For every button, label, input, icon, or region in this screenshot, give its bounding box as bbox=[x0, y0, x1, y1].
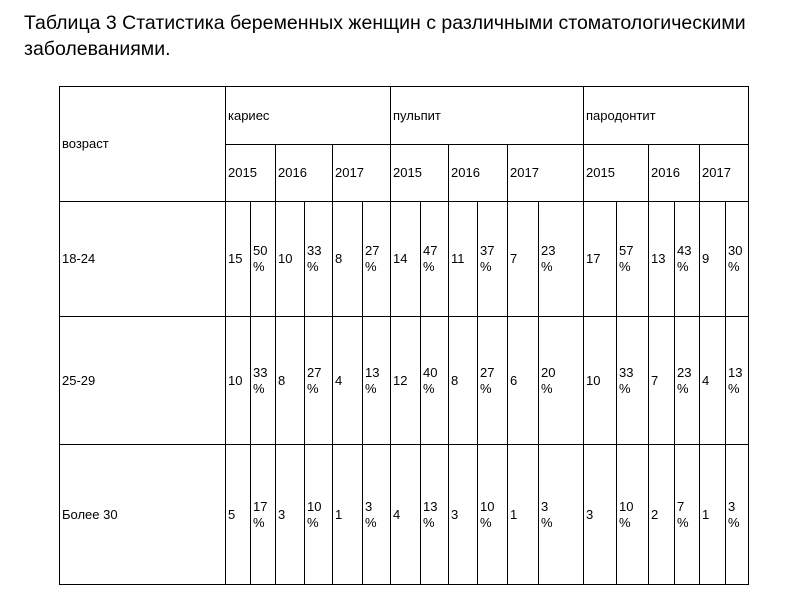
year-header: 2015 bbox=[391, 145, 449, 202]
percent-cell: 40 % bbox=[421, 317, 449, 445]
count-cell: 7 bbox=[508, 202, 539, 317]
percent-cell: 50 % bbox=[251, 202, 276, 317]
table-caption: Таблица 3 Статистика беременных женщин с различными стоматологическими заболеваниями. bbox=[24, 12, 746, 60]
year-header: 2017 bbox=[333, 145, 391, 202]
percent-cell: 17 % bbox=[251, 445, 276, 585]
statistics-table bbox=[59, 86, 749, 585]
count-cell: 2 bbox=[649, 445, 675, 585]
percent-cell: 47 % bbox=[421, 202, 449, 317]
year-header: 2017 bbox=[508, 145, 584, 202]
count-cell: 7 bbox=[649, 317, 675, 445]
age-cell: 18-24 bbox=[60, 202, 226, 317]
count-cell: 5 bbox=[226, 445, 251, 585]
percent-cell: 20 % bbox=[539, 317, 584, 445]
percent-cell: 27 % bbox=[363, 202, 391, 317]
percent-cell: 3 % bbox=[363, 445, 391, 585]
group-header-periodontitis: пародонтит bbox=[584, 87, 749, 145]
count-cell: 8 bbox=[276, 317, 305, 445]
year-header: 2016 bbox=[449, 145, 508, 202]
count-cell: 3 bbox=[276, 445, 305, 585]
percent-cell: 3 % bbox=[726, 445, 749, 585]
percent-cell: 13 % bbox=[421, 445, 449, 585]
count-cell: 13 bbox=[649, 202, 675, 317]
count-cell: 10 bbox=[276, 202, 305, 317]
age-header: возраст bbox=[60, 87, 226, 202]
age-cell: Более 30 bbox=[60, 445, 226, 585]
count-cell: 1 bbox=[333, 445, 363, 585]
percent-cell: 37 % bbox=[478, 202, 508, 317]
percent-cell: 10 % bbox=[617, 445, 649, 585]
percent-cell: 30 % bbox=[726, 202, 749, 317]
year-header: 2017 bbox=[700, 145, 749, 202]
percent-cell: 43 % bbox=[675, 202, 700, 317]
count-cell: 17 bbox=[584, 202, 617, 317]
count-cell: 1 bbox=[508, 445, 539, 585]
table-row bbox=[60, 202, 749, 317]
percent-cell: 33 % bbox=[251, 317, 276, 445]
percent-cell: 10 % bbox=[478, 445, 508, 585]
count-cell: 10 bbox=[226, 317, 251, 445]
percent-cell: 13 % bbox=[363, 317, 391, 445]
count-cell: 15 bbox=[226, 202, 251, 317]
count-cell: 10 bbox=[584, 317, 617, 445]
percent-cell: 57 % bbox=[617, 202, 649, 317]
year-header: 2016 bbox=[649, 145, 700, 202]
percent-cell: 23 % bbox=[675, 317, 700, 445]
percent-cell: 27 % bbox=[305, 317, 333, 445]
count-cell: 8 bbox=[333, 202, 363, 317]
percent-cell: 33 % bbox=[617, 317, 649, 445]
group-header-pulpitis: пульпит bbox=[391, 87, 584, 145]
year-header: 2015 bbox=[584, 145, 649, 202]
percent-cell: 3 % bbox=[539, 445, 584, 585]
count-cell: 1 bbox=[700, 445, 726, 585]
count-cell: 11 bbox=[449, 202, 478, 317]
percent-cell: 13 % bbox=[726, 317, 749, 445]
count-cell: 14 bbox=[391, 202, 421, 317]
count-cell: 8 bbox=[449, 317, 478, 445]
age-cell: 25-29 bbox=[60, 317, 226, 445]
year-header: 2016 bbox=[276, 145, 333, 202]
count-cell: 12 bbox=[391, 317, 421, 445]
percent-cell: 27 % bbox=[478, 317, 508, 445]
count-cell: 4 bbox=[391, 445, 421, 585]
table-row bbox=[60, 445, 749, 585]
percent-cell: 23 % bbox=[539, 202, 584, 317]
count-cell: 4 bbox=[333, 317, 363, 445]
count-cell: 4 bbox=[700, 317, 726, 445]
percent-cell: 33 % bbox=[305, 202, 333, 317]
count-cell: 3 bbox=[449, 445, 478, 585]
count-cell: 6 bbox=[508, 317, 539, 445]
percent-cell: 7 % bbox=[675, 445, 700, 585]
table-row bbox=[60, 317, 749, 445]
count-cell: 3 bbox=[584, 445, 617, 585]
count-cell: 9 bbox=[700, 202, 726, 317]
percent-cell: 10 % bbox=[305, 445, 333, 585]
year-header: 2015 bbox=[226, 145, 276, 202]
group-header-caries: кариес bbox=[226, 87, 391, 145]
